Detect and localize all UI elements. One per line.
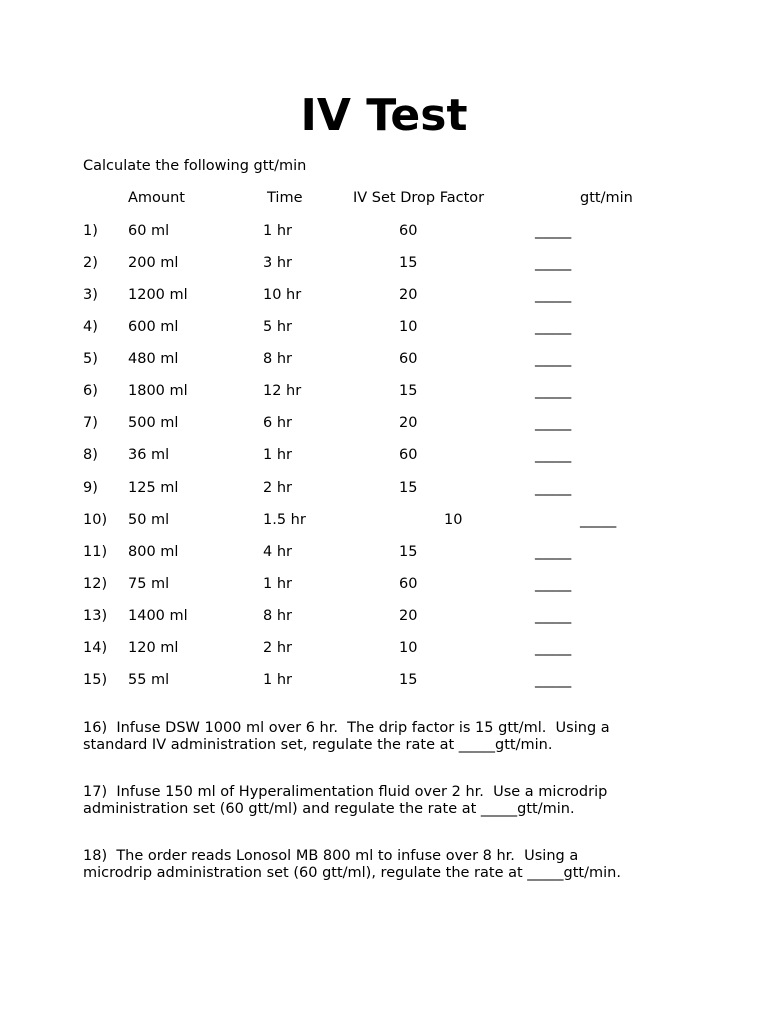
question-16 <box>83 720 723 753</box>
answer-blank: _____ <box>535 255 572 271</box>
answer-blank: _____ <box>580 512 617 528</box>
row-number: 10) <box>83 512 108 528</box>
row-drop-factor: 15 <box>399 544 418 560</box>
table-row <box>0 479 768 497</box>
row-time: 3 hr <box>263 255 292 271</box>
row-drop-factor: 15 <box>399 480 418 496</box>
answer-blank: _____ <box>535 447 572 463</box>
question-18 <box>83 848 723 881</box>
row-time: 2 hr <box>263 480 292 496</box>
row-time: 10 hr <box>263 287 302 303</box>
answer-blank: _____ <box>535 223 572 239</box>
row-amount: 480 ml <box>128 351 179 367</box>
row-amount: 75 ml <box>128 576 170 592</box>
table-row <box>0 222 768 240</box>
row-number: 6) <box>83 383 98 399</box>
row-time: 6 hr <box>263 415 292 431</box>
table-row <box>0 575 768 593</box>
header-drop-factor: IV Set Drop Factor <box>353 190 485 206</box>
row-amount: 36 ml <box>128 447 170 463</box>
answer-blank: _____ <box>535 287 572 303</box>
table-row <box>0 350 768 368</box>
answer-blank: _____ <box>535 640 572 656</box>
question-line: 17) Infuse 150 ml of Hyperalimentation fluid over 2 hr. Use a microdrip <box>83 784 608 800</box>
question-line: standard IV administration set, regulate the rate at _____gtt/min. <box>83 736 553 753</box>
table-row <box>0 671 768 689</box>
row-drop-factor: 60 <box>399 447 418 463</box>
answer-blank: _____ <box>535 576 572 592</box>
row-time: 1 hr <box>263 447 292 463</box>
row-amount: 1800 ml <box>128 383 188 399</box>
row-drop-factor: 10 <box>399 319 418 335</box>
page-title: IV Test <box>300 90 468 141</box>
row-drop-factor: 20 <box>399 287 418 303</box>
row-amount: 50 ml <box>128 512 170 528</box>
row-time: 2 hr <box>263 640 292 656</box>
row-amount: 200 ml <box>128 255 179 271</box>
row-time: 1 hr <box>263 576 292 592</box>
row-number: 9) <box>83 480 98 496</box>
row-amount: 125 ml <box>128 480 179 496</box>
row-amount: 55 ml <box>128 672 170 688</box>
question-line: microdrip administration set (60 gtt/ml), regulate the rate at _____gtt/min. <box>83 864 621 881</box>
row-drop-factor: 15 <box>399 672 418 688</box>
row-time: 1 hr <box>263 223 292 239</box>
row-number: 13) <box>83 608 108 624</box>
row-number: 1) <box>83 223 98 239</box>
table-row <box>0 511 768 529</box>
row-number: 12) <box>83 576 108 592</box>
header-gtt-min: gtt/min <box>580 190 633 206</box>
row-time: 4 hr <box>263 544 292 560</box>
header-time: Time <box>267 190 303 206</box>
answer-blank: _____ <box>535 351 572 367</box>
row-number: 8) <box>83 447 98 463</box>
table-header <box>0 189 768 207</box>
row-drop-factor: 10 <box>399 640 418 656</box>
row-number: 4) <box>83 319 98 335</box>
row-drop-factor: 15 <box>399 383 418 399</box>
row-drop-factor: 60 <box>399 351 418 367</box>
row-amount: 800 ml <box>128 544 179 560</box>
table-row <box>0 318 768 336</box>
row-drop-factor: 15 <box>399 255 418 271</box>
row-amount: 120 ml <box>128 640 179 656</box>
row-drop-factor: 60 <box>399 576 418 592</box>
row-drop-factor: 10 <box>444 512 463 528</box>
table-row <box>0 286 768 304</box>
row-number: 3) <box>83 287 98 303</box>
row-time: 1.5 hr <box>263 512 306 528</box>
answer-blank: _____ <box>535 672 572 688</box>
row-drop-factor: 20 <box>399 608 418 624</box>
table-row <box>0 639 768 657</box>
table-row <box>0 382 768 400</box>
row-amount: 1400 ml <box>128 608 188 624</box>
answer-blank: _____ <box>535 608 572 624</box>
row-number: 7) <box>83 415 98 431</box>
table-row <box>0 414 768 432</box>
question-line: 18) The order reads Lonosol MB 800 ml to infuse over 8 hr. Using a <box>83 848 579 864</box>
answer-blank: _____ <box>535 480 572 496</box>
answer-blank: _____ <box>535 319 572 335</box>
row-drop-factor: 20 <box>399 415 418 431</box>
row-time: 5 hr <box>263 319 292 335</box>
table-row <box>0 543 768 561</box>
row-amount: 1200 ml <box>128 287 188 303</box>
row-amount: 600 ml <box>128 319 179 335</box>
row-number: 2) <box>83 255 98 271</box>
row-number: 15) <box>83 672 108 688</box>
question-line: administration set (60 gtt/ml) and regulate the rate at _____gtt/min. <box>83 800 575 817</box>
row-number: 5) <box>83 351 98 367</box>
row-number: 11) <box>83 544 108 560</box>
question-17 <box>83 784 723 817</box>
row-amount: 500 ml <box>128 415 179 431</box>
row-number: 14) <box>83 640 108 656</box>
row-time: 1 hr <box>263 672 292 688</box>
answer-blank: _____ <box>535 415 572 431</box>
question-line: 16) Infuse DSW 1000 ml over 6 hr. The drip factor is 15 gtt/ml. Using a <box>83 720 610 736</box>
header-amount: Amount <box>128 190 185 206</box>
table-row <box>0 446 768 464</box>
instruction-text: Calculate the following gtt/min <box>83 158 307 174</box>
row-drop-factor: 60 <box>399 223 418 239</box>
row-time: 8 hr <box>263 608 292 624</box>
table-row <box>0 607 768 625</box>
answer-blank: _____ <box>535 544 572 560</box>
row-time: 12 hr <box>263 383 302 399</box>
row-time: 8 hr <box>263 351 292 367</box>
row-amount: 60 ml <box>128 223 170 239</box>
table-row <box>0 254 768 272</box>
answer-blank: _____ <box>535 383 572 399</box>
